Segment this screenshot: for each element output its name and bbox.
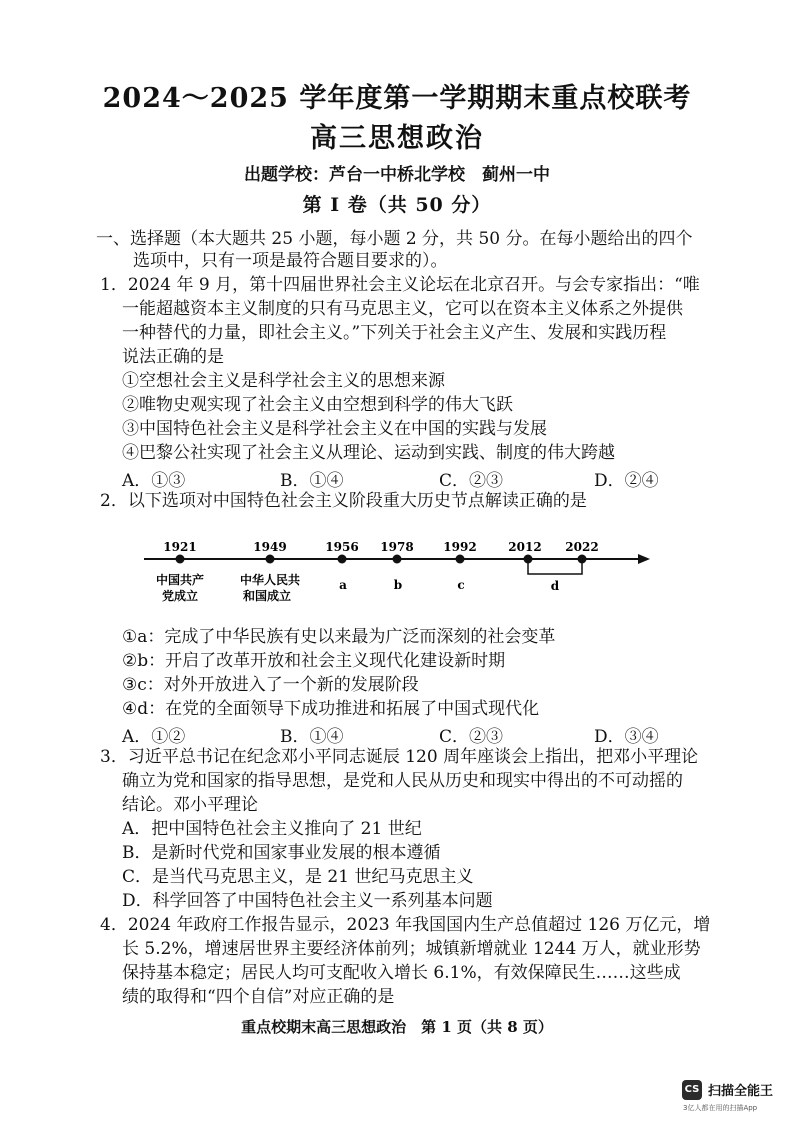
- timeline-year-1949: 1949: [253, 540, 287, 554]
- timeline-year-1992: 1992: [443, 540, 477, 554]
- q1-stem-line-2: 一能超越资本主义制度的只有马克思主义，它可以在资本主义体系之外提供: [122, 299, 683, 319]
- section-instruction-line-2: 选项中，只有一项是最符合题目要求的）。: [133, 251, 448, 271]
- timeline-label-d: d: [550, 579, 560, 593]
- q3-stem-line-2: 确立为党和国家的指导思想，是党和人民从历史和现实中得出的不可动摇的: [122, 771, 683, 791]
- timeline-node-1949: [266, 555, 275, 564]
- q2-timeline-diagram: [140, 535, 660, 615]
- q2-options: [122, 722, 722, 747]
- q2-item-3: ③c：对外开放进入了一个新的发展阶段: [122, 675, 419, 695]
- q2-option-b: B．①④: [280, 727, 344, 747]
- q1-options: [122, 466, 722, 491]
- timeline-arrowhead: [638, 554, 650, 564]
- q1-option-b: B．①④: [280, 471, 344, 491]
- q1-item-1: ①空想社会主义是科学社会主义的思想来源: [122, 371, 445, 391]
- timeline-node-1921: [176, 555, 185, 564]
- q4-stem-line-4: 绩的取得和“四个自信”对应正确的是: [122, 987, 395, 1007]
- section-instruction-line-1: 一、选择题（本大题共 25 小题，每小题 2 分，共 50 分。在每小题给出的四个: [96, 229, 693, 249]
- q2-option-d: D．③④: [594, 727, 659, 747]
- volume-heading: 第 Ⅰ 卷（共 50 分）: [302, 194, 492, 216]
- q3-choice-c: C．是当代马克思主义，是 21 世纪马克思主义: [122, 867, 474, 887]
- q2-item-1: ①a：完成了中华民族有史以来最为广泛而深刻的社会变革: [122, 627, 556, 647]
- q3-stem-line-3: 结论。邓小平理论: [122, 795, 258, 815]
- timeline-node-1992: [456, 555, 465, 564]
- timeline-label-1949-line-1: 中华人民共: [239, 573, 301, 587]
- q1-option-d: D．②④: [594, 471, 659, 491]
- scanner-app-tagline: 3亿人都在用的扫描App: [683, 1104, 758, 1112]
- q2-item-4: ④d：在党的全面领导下成功推进和拓展了中国式现代化: [122, 699, 540, 719]
- q4-stem-line-1: 4．2024 年政府工作报告显示，2023 年我国国内生产总值超过 126 万亿元，增: [100, 915, 711, 935]
- page-footer: 重点校期末高三思想政治 第 1 页（共 8 页）: [241, 1018, 553, 1036]
- timeline-year-1978: 1978: [380, 540, 414, 554]
- q2-option-a: A．①②: [122, 727, 186, 747]
- timeline-year-1956: 1956: [325, 540, 359, 554]
- q1-option-a: A．①③: [122, 471, 186, 491]
- timeline-year-1921: 1921: [163, 540, 197, 554]
- q1-item-4: ④巴黎公社实现了社会主义从理论、运动到实践、制度的伟大跨越: [122, 443, 615, 463]
- timeline-year-2022: 2022: [565, 540, 599, 554]
- q4-stem-line-3: 保持基本稳定；居民人均可支配收入增长 6.1%，有效保障民生……这些成: [122, 963, 681, 983]
- q1-stem-line-4: 说法正确的是: [122, 347, 224, 367]
- timeline-label-1949-line-2: 和国成立: [242, 589, 292, 603]
- q1-item-2: ②唯物史观实现了社会主义由空想到科学的伟大飞跃: [122, 395, 513, 415]
- q1-stem-line-1: 1．2024 年 9 月，第十四届世界社会主义论坛在北京召开。与会专家指出：“唯: [100, 275, 700, 295]
- scanner-logo-icon: CS: [682, 1080, 702, 1100]
- q4-stem-line-2: 长 5.2%，增速居世界主要经济体前列；城镇新增就业 1244 万人，就业形势: [122, 939, 701, 959]
- q1-option-c: C．②③: [439, 471, 504, 491]
- exam-schools: 出题学校：芦台一中桥北学校 蓟州一中: [244, 165, 550, 185]
- q3-choice-b: B．是新时代党和国家事业发展的根本遵循: [122, 843, 441, 863]
- timeline-node-1978: [393, 555, 402, 564]
- scanner-app-name: 扫描全能王: [708, 1084, 774, 1099]
- timeline-bracket-d: [528, 559, 582, 574]
- q1-stem-line-3: 一种替代的力量，即社会主义。”下列关于社会主义产生、发展和实践历程: [122, 323, 667, 343]
- timeline-label-1921-line-1: 中国共产: [155, 573, 205, 587]
- q3-stem-line-1: 3．习近平总书记在纪念邓小平同志诞辰 120 周年座谈会上指出，把邓小平理论: [100, 747, 699, 767]
- timeline-label-b: b: [393, 578, 403, 592]
- timeline-label-1921-line-2: 党成立: [161, 589, 199, 603]
- exam-title: 2024～2025 学年度第一学期期末重点校联考: [102, 83, 692, 114]
- q1-item-3: ③中国特色社会主义是科学社会主义在中国的实践与发展: [122, 419, 547, 439]
- q2-item-2: ②b：开启了改革开放和社会主义现代化建设新时期: [122, 651, 506, 671]
- q3-choice-d: D．科学回答了中国特色社会主义一系列基本问题: [122, 891, 493, 911]
- timeline-year-2012: 2012: [508, 540, 542, 554]
- timeline-node-1956: [338, 555, 347, 564]
- q2-stem: 2．以下选项对中国特色社会主义阶段重大历史节点解读正确的是: [100, 491, 587, 511]
- timeline-label-a: a: [339, 578, 347, 592]
- timeline-label-c: c: [457, 578, 465, 592]
- q2-option-c: C．②③: [439, 727, 504, 747]
- q3-choice-a: A．把中国特色社会主义推向了 21 世纪: [122, 819, 422, 839]
- exam-subject: 高三思想政治: [310, 123, 484, 154]
